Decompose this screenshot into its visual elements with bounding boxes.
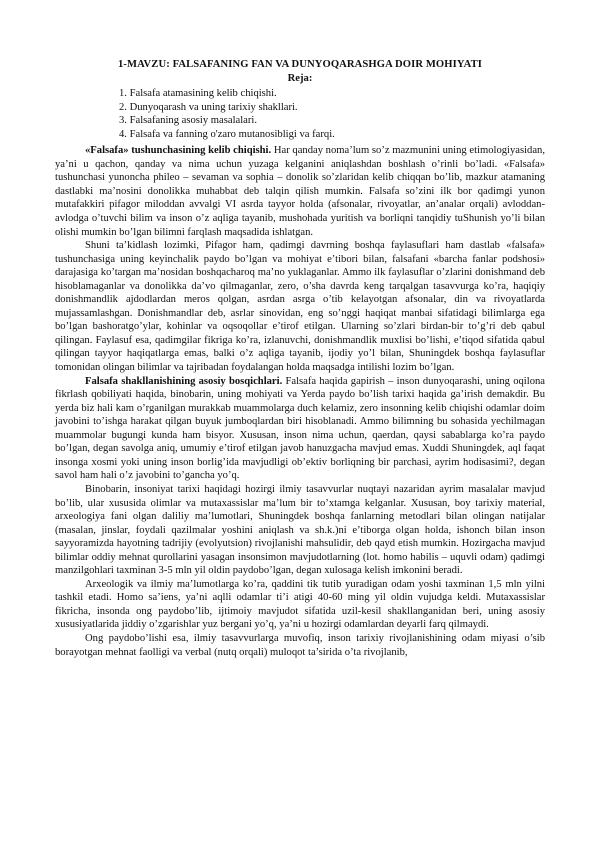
- paragraph-text: Binobarin, insoniyat tarixi haqidagi hozirgi ilmiy tasavvurlar nuqtayi nazaridan ayrim masalalar mavjud bo’lib, ular xususida olimlar va mutaxassislar ma’lum bir to’xtamga kelganlar. Xususan, boy tarixiy material, arxeologiya fani olgan daliliy ma’lumotlari, Shuningdek boshqa fanlarning metodlari bilan olingan natijalar (masalan, jinslar, foydali qazilmalar yoshini aniqlash va sh.k.)ni e’tiborga olgan holda, ishonch bilan inson sayyoramizda hayotning tadrijiy (evolyutsion) rivojlanishi mahsulidir, deb qayd etish mumkin. Hozirgacha mavjud bilimlar oddiy mehnat qurollarini yasagan insonsimon mavjudotlarning (lot. homo habilis – uquvli odam) qadimgi manzilgohlari taxminan 3-5 mln yil oldin paydobo’lgan, degan xulosaga kelish imkonini beradi.: [55, 483, 545, 577]
- paragraph-text: Arxeologik va ilmiy ma’lumotlarga ko’ra, qaddini tik tutib yuradigan odam yoshi taxminan 1,5 mln yilni tashkil etadi. Homo sa’iens, ya’ni aqlli odamlar ti’i atigi 40-60 ming yil oldin vujudga keldi. Mutaxassislar fikricha, insonda ong paydobo’lib, ijtimoiy mavjudot sifatida uzil-kesil shakllanganidan beri, uning asosiy xususiyatlarida jiddiy o’zgarishlar yuz bergani yo’q, ya’ni u hozirgi odamlardan deyarli farq qilmaydi.: [55, 578, 545, 631]
- paragraph: [55, 239, 545, 374]
- plan-item: 2. Dunyoqarash va uning tarixiy shakllari.: [119, 101, 298, 113]
- plan-item: 3. Falsafaning asosiy masalalari.: [119, 115, 257, 127]
- paragraph-text: Shuni ta’kidlash lozimki, Pifagor ham, qadimgi davrning boshqa faylasuflari ham dastlab «falsafa» tushunchasiga uning keyinchalik paydo bo’lgan va mohiyat e’tibori bilan, falsafani «barcha fanlar podshosi» darajasiga ko’targan ma’nosidan boshqacharoq ma’no yuklaganlar. Ammo ilk faylasuflar o’zlarini donishmand deb hisoblamaganlar va donolikka da’vo qilmaganlar, zero, o’sha davrda keng tarqalgan tasavvurga ko’ra, haqiqiy donishmandlik ajdodlardan meros qolgan, asrdan asrga o’tib kelayotgan afsonalar, din va rivoyatlarda mujassamlashgan. Donishmandlar deb, asrlar sinovidan, eng so’nggi haqiqat manbai sifatidagi bilimlarga ega bo’lgan bashoratgo’ylar, kohinlar va oqsoqollar e’tirof etilgan. Ularning so’zlari birdan-bir to’g’ri deb qabul qilingan. Faylasuf esa, qadimgilar fikriga ko’ra, izlanuvchi, donishmandlik muxlisi bo’lishi, e’tiqod sifatida qabul qilingan tayyor haqiqatlarga emas, balki o’z aqliga tayanib, ijodiy yo’l bilan, Shuningdek boshqa faylasuflar tomonidan olingan bilimlar va tajribadan foydalangan holda maqsadga intilishi lozim bo’lgan.: [55, 240, 545, 374]
- paragraph: [55, 483, 545, 578]
- document-title: 1-MAVZU: FALSAFANING FAN VA DUNYOQARASHGA DOIR MOHIYATI: [118, 59, 482, 70]
- plan-list: [55, 87, 545, 141]
- paragraph: [55, 632, 545, 659]
- document-page: [55, 58, 545, 659]
- paragraph: [55, 144, 545, 239]
- paragraph-text: Ong paydobo’lishi esa, ilmiy tasavvurlarga muvofiq, inson tarixiy rivojlanishining odam miyasi o’sib borayotgan mehnat faolligi va verbal (nutq orqali) muloqot ta’sirida o’ta rivojlanib,: [55, 632, 545, 658]
- plan-item: 4. Falsafa va fanning o'zaro mutanosibligi va farqi.: [119, 128, 335, 140]
- plan-item: 1. Falsafa atamasining kelib chiqishi.: [119, 88, 277, 100]
- section-heading: Falsafa shakllanishining asosiy bosqichlari.: [85, 375, 283, 387]
- section-heading: «Falsafa» tushunchasining kelib chiqishi.: [85, 145, 272, 157]
- plan-heading: Reja:: [287, 72, 313, 84]
- paragraph-text: Falsafa haqida gapirish – inson dunyoqarashi, uning oqilona fikrlash qobiliyati haqida, binobarin, uning mohiyati va Yerda paydo bo’lish tarixi haqida ga’irish demakdir. Bu yerda biz hali kam o’rganilgan murakkab muammolarga duch kelamiz, zero insonning kelib chiqishi odamlar doim javobini to’ishga harakat qilgan buyuk jumboqlardan biri hisoblanadi. Ammo bilimning bu sohasida yechilmagan muammolar bugungi kunda ham bisyor. Xususan, inson nima uchun, qaerdan, qaysi sabablarga ko’ra paydo bo’lgan, degan savolga aniq, umumiy e’tirof etilgan javob hanuzgacha mavjud emas. Xuddi Shuningdek, aql faqat insonga xosmi yoki uning inson borlig’ida mavjudligi ob’ektiv borliqning bir parchasi, ayrim hodisasimi?, degan savol ham hali o’z javobini to’gancha yo’q.: [55, 375, 545, 482]
- paragraph: [55, 375, 545, 483]
- paragraph-text: Har qanday noma’lum so’z mazmunini uning etimologiyasidan, ya’ni u qachon, qanday va nima uchun yuzaga kelganini aniqlashdan boshlash o’rinli bo’ladi. «Falsafa» tushunchasi yunoncha phileo – sevaman va sophia – donolik so’zlaridan kelib chiqqan bo’lib, mazkur atamaning dastlabki ma’nosini donolikka muhabbat deb talqin qilish mumkin. Falsafa so’zini ilk bor qadimgi yunon mutafakkiri pifagor miloddan avvalgi VI asrda tayyor holda (afsonalar, rivoyatlar, an’analar orqali) avloddan-avlodga o’tuvchi bilim va inson o’z aqliga tayanib, mushohada yuritish va borliqni tanqidiy tuShunish yo’li bilan olishi mumkin bo’lgan bilimni farqlash maqsadida ishlatgan.: [55, 145, 545, 238]
- paragraph: [55, 578, 545, 632]
